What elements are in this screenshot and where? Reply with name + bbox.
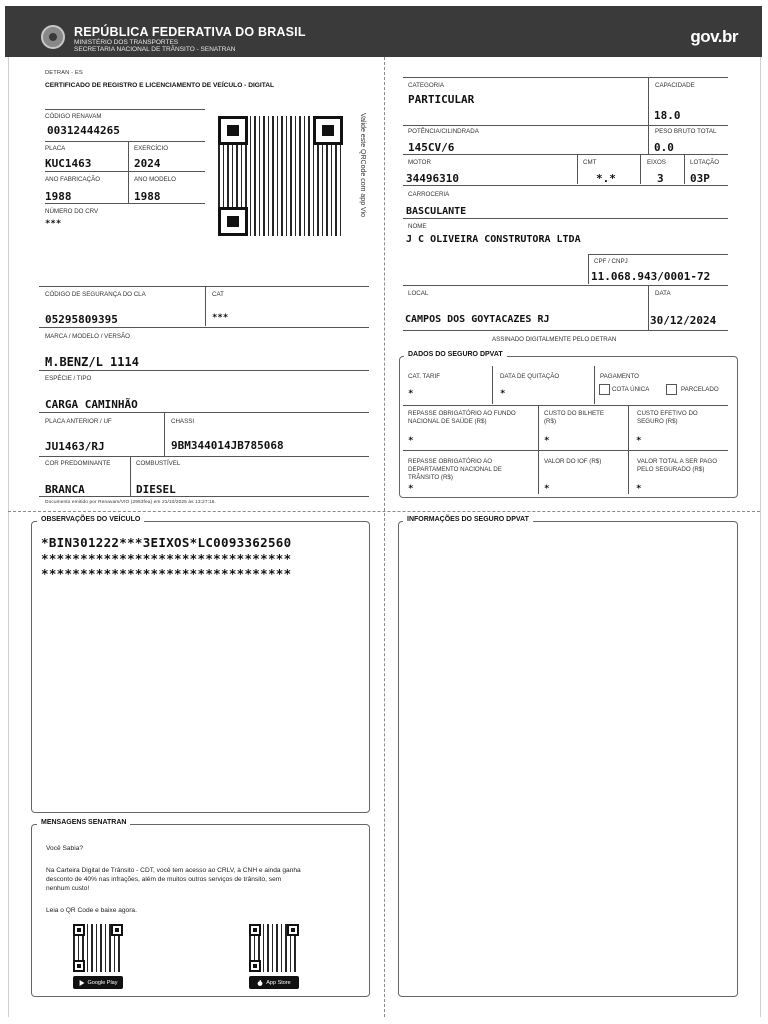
qr-finder (111, 924, 123, 936)
data-quitacao-value: * (500, 389, 506, 399)
divider (577, 154, 578, 184)
numero-crv-label: NÚMERO DO CRV (45, 208, 99, 215)
cor-label: COR PREDOMINANTE (45, 460, 111, 467)
observacoes-line-2: ******************************** (41, 551, 292, 566)
republic-title: REPÚBLICA FEDERATIVA DO BRASIL (74, 25, 306, 39)
divider (39, 496, 369, 497)
data-quitacao-label: DATA DE QUITAÇÃO (500, 373, 560, 380)
data-value: 30/12/2024 (650, 314, 717, 327)
detran-state: DETRAN - ES (45, 70, 83, 76)
cat-tarif-label: CAT. TARIF (408, 373, 440, 380)
combustivel-label: COMBUSTÍVEL (136, 460, 181, 467)
combustivel-value: DIESEL (136, 483, 176, 496)
potencia-label: POTÊNCIA/CILINDRADA (408, 128, 479, 135)
divider (684, 154, 685, 184)
mensagens-body: Na Carteira Digital de Trânsito - CDT, você tem acesso ao CRLV, à CNH e ainda ganha desconto de 40% nas infrações, além de muitos outros serviços de trânsito, sem nenhum custo! (46, 867, 301, 892)
fold-line-vertical (384, 57, 385, 1017)
app-store-qr-code[interactable] (249, 924, 299, 972)
divider (538, 405, 539, 450)
qr-finder (73, 924, 85, 936)
placa-label: PLACA (45, 145, 66, 152)
valor-iof-label: VALOR DO IOF (R$) (544, 458, 602, 465)
google-play-icon (79, 980, 85, 986)
ano-fabricacao-label: ANO FABRICAÇÃO (45, 176, 101, 183)
divider (588, 254, 728, 255)
qr-finder (287, 924, 299, 936)
divider (640, 154, 641, 184)
divider (648, 285, 649, 330)
page-border-right (760, 57, 761, 1017)
qr-finder (73, 960, 85, 972)
divider (594, 366, 595, 404)
lotacao-value: 03P (690, 172, 710, 185)
parcelado-label: PARCELADO (681, 386, 719, 393)
cota-unica-checkbox[interactable] (599, 384, 610, 395)
renavam-value: 00312444265 (47, 124, 120, 137)
divider (45, 109, 205, 110)
eixos-label: EIXOS (647, 159, 666, 166)
qr-finder (218, 116, 248, 145)
ano-modelo-value: 1988 (134, 190, 161, 203)
eixos-value: 3 (657, 172, 664, 185)
especie-label: ESPÉCIE / TIPO (45, 375, 92, 382)
qr-finder (313, 116, 343, 145)
motor-value: 34496310 (406, 172, 459, 185)
divider (538, 450, 539, 494)
info-seguro-box (398, 521, 738, 997)
valor-iof-value: * (544, 484, 550, 494)
divider (403, 154, 728, 155)
google-play-label: Google Play (87, 979, 118, 986)
google-play-qr-code[interactable] (73, 924, 123, 972)
mensagens-question: Você Sabia? (46, 845, 84, 852)
divider (205, 286, 206, 326)
chassi-value: 9BM344014JB785068 (171, 439, 284, 452)
divider (39, 412, 369, 413)
cat-label: CAT (212, 291, 224, 298)
gov-header (5, 6, 762, 57)
placa-anterior-value: JU1463/RJ (45, 440, 105, 453)
placa-value: KUC1463 (45, 157, 92, 170)
app-store-badge[interactable] (249, 976, 299, 989)
repasse-fns-value: * (408, 436, 414, 446)
google-play-badge[interactable] (73, 976, 123, 989)
qr-validate-caption: Valide este QRCode com app Vio (359, 113, 366, 218)
renavam-label: CÓDIGO RENAVAM (45, 113, 102, 120)
peso-value: 0.0 (654, 141, 674, 154)
exercicio-value: 2024 (134, 157, 161, 170)
cat-tarif-value: * (408, 389, 414, 399)
fold-line-horizontal (8, 511, 760, 512)
divider (403, 218, 728, 219)
custo-efetivo-value: * (636, 436, 642, 446)
divider (403, 77, 728, 78)
info-seguro-title: INFORMAÇÕES DO SEGURO DPVAT (403, 516, 533, 523)
data-label: DATA (655, 290, 671, 297)
divider (403, 450, 728, 451)
numero-crv-value: *** (45, 219, 62, 229)
observacoes-line-1: *BIN301222***3EIXOS*LC0093362560 (41, 535, 292, 550)
local-label: LOCAL (408, 290, 429, 297)
divider (45, 171, 205, 172)
cor-value: BRANCA (45, 483, 85, 496)
divider (39, 286, 369, 287)
categoria-label: CATEGORIA (408, 82, 444, 89)
divider (39, 327, 369, 328)
divider (403, 125, 728, 126)
potencia-value: 145CV/6 (408, 141, 455, 154)
qr-finder (249, 924, 261, 936)
codigo-seguranca-value: 05295809395 (45, 313, 118, 326)
especie-value: CARGA CAMINHÃO (45, 398, 138, 411)
categoria-value: PARTICULAR (408, 93, 475, 106)
divider (128, 141, 129, 171)
repasse-dnt-label: REPASSE OBRIGATÓRIO AO DEPARTAMENTO NACIONAL DE TRÂNSITO (R$) (408, 458, 502, 481)
ministry-lines (74, 39, 235, 53)
divider (403, 285, 728, 286)
ano-modelo-label: ANO MODELO (134, 176, 176, 183)
carroceria-label: CARROCERIA (408, 191, 450, 198)
cota-unica-label: COTA ÚNICA (612, 386, 650, 393)
lotacao-label: LOTAÇÃO (690, 159, 720, 166)
divider (628, 405, 629, 450)
crlv-qr-code[interactable] (218, 116, 343, 236)
observacoes-line-3: ******************************** (41, 566, 292, 581)
observacoes-title: OBSERVAÇÕES DO VEÍCULO (37, 516, 144, 523)
custo-bilhete-value: * (544, 436, 550, 446)
cmt-value: *.* (596, 172, 616, 185)
cat-value: *** (212, 313, 229, 323)
motor-label: MOTOR (408, 159, 431, 166)
divider (45, 203, 205, 204)
ano-fabricacao-value: 1988 (45, 190, 72, 203)
page-border-left (8, 57, 9, 1017)
apple-icon (257, 980, 263, 986)
cpf-value: 11.068.943/0001-72 (591, 270, 711, 283)
qr-finder (249, 960, 261, 972)
marca-value: M.BENZ/L 1114 (45, 355, 139, 369)
divider (648, 125, 649, 154)
divider (39, 456, 369, 457)
divider (45, 141, 205, 142)
valor-total-label: VALOR TOTAL A SER PAGO PELO SEGURADO (R$) (637, 458, 718, 473)
divider (403, 185, 728, 186)
divider (164, 412, 165, 456)
brasil-seal-icon (41, 25, 65, 49)
placa-anterior-label: PLACA ANTERIOR / UF (45, 418, 112, 425)
assinado-text: ASSINADO DIGITALMENTE PELO DETRAN (492, 336, 617, 343)
capacidade-label: CAPACIDADE (655, 82, 695, 89)
divider (588, 254, 589, 284)
capacidade-value: 18.0 (654, 109, 681, 122)
custo-bilhete-label: CUSTO DO BILHETE (R$) (544, 410, 605, 425)
chassi-label: CHASSI (171, 418, 195, 425)
divider (492, 366, 493, 404)
ministry-name: MINISTÉRIO DOS TRANSPORTES (74, 39, 179, 46)
secretariat-name: SECRETARIA NACIONAL DE TRÂNSITO - SENATRAN (74, 46, 236, 53)
emission-footnote: Documento emitido por Renavam/VIO (2953fea) em 21/10/2025 às 13:27:16. (45, 500, 216, 505)
exercicio-label: EXERCÍCIO (134, 145, 169, 152)
divider (403, 330, 728, 331)
cpf-label: CPF / CNPJ (594, 258, 628, 265)
nome-value: J C OLIVEIRA CONSTRUTORA LTDA (406, 234, 581, 245)
cmt-label: CMT (583, 159, 597, 166)
qr-finder (218, 207, 248, 236)
pagamento-label: PAGAMENTO (600, 373, 639, 380)
codigo-seguranca-label: CÓDIGO DE SEGURANÇA DO CLA (45, 291, 146, 298)
divider (128, 171, 129, 203)
peso-label: PESO BRUTO TOTAL (655, 128, 717, 135)
repasse-dnt-value: * (408, 484, 414, 494)
mensagens-cta: Leia o QR Code e baixe agora. (46, 907, 137, 914)
divider (628, 450, 629, 494)
marca-label: MARCA / MODELO / VERSÃO (45, 333, 130, 340)
divider (39, 370, 369, 371)
divider (403, 405, 728, 406)
carroceria-value: BASCULANTE (406, 206, 467, 217)
govbr-logo: gov.br (690, 27, 738, 46)
divider (648, 77, 649, 125)
local-value: CAMPOS DOS GOYTACAZES RJ (405, 314, 550, 325)
app-store-label: App Store (266, 979, 291, 986)
valor-total-value: * (636, 484, 642, 494)
custo-efetivo-label: CUSTO EFETIVO DO SEGURO (R$) (637, 410, 698, 425)
repasse-fns-label: REPASSE OBRIGATÓRIO AO FUNDO NACIONAL DE SAÚDE (R$) (408, 410, 516, 425)
parcelado-checkbox[interactable] (666, 384, 677, 395)
dpvat-title: DADOS DO SEGURO DPVAT (404, 351, 507, 358)
nome-label: NOME (408, 223, 427, 230)
document-title: CERTIFICADO DE REGISTRO E LICENCIAMENTO DE VEÍCULO - DIGITAL (45, 82, 275, 89)
mensagens-title: MENSAGENS SENATRAN (37, 819, 130, 826)
divider (130, 456, 131, 496)
